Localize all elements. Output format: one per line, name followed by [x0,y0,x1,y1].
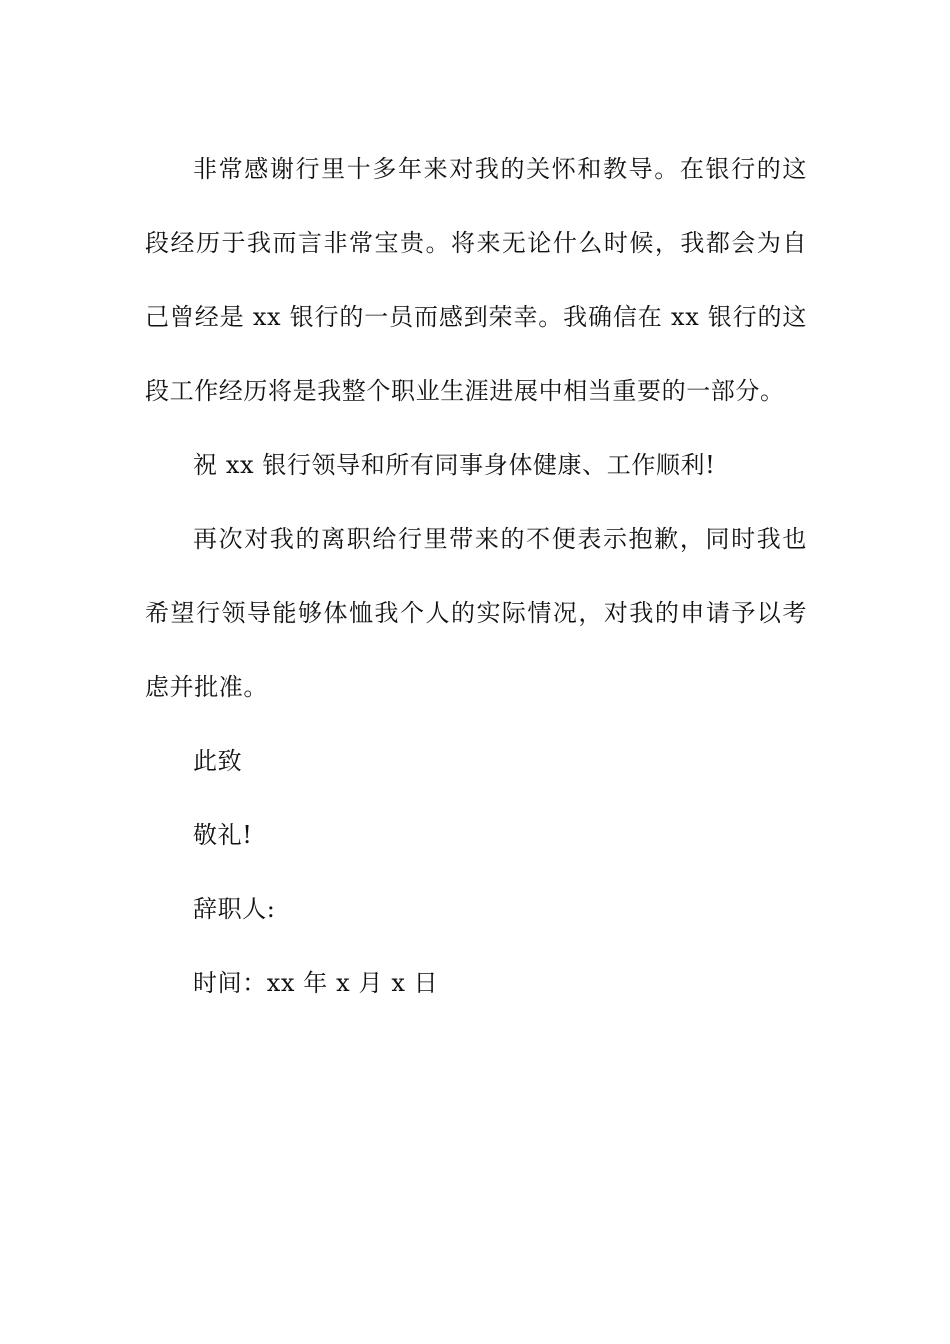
paragraph-gratitude: 非常感谢行里十多年来对我的关怀和教导。在银行的这段经历于我而言非常宝贵。将来无论什么时候，我都会为自己曾经是 xx 银行的一员而感到荣幸。我确信在 xx 银行的这段工作经历将是我整个职业生涯进展中相当重要的一部分。 [145,155,807,405]
date-line: 时间：xx 年 x 月 x 日 [193,969,439,997]
signer-line: 辞职人: [193,895,276,923]
paragraph-wishes: 祝 xx 银行领导和所有同事身体健康、工作顺利! [193,451,716,479]
closing-line: 此致 [193,747,243,775]
paragraph-apology: 再次对我的离职给行里带来的不便表示抱歉，同时我也希望行领导能够体恤我个人的实际情况，对我的申请予以考虑并批准。 [145,525,807,701]
letter-body [145,132,807,1020]
salute-line: 敬礼! [193,821,253,849]
